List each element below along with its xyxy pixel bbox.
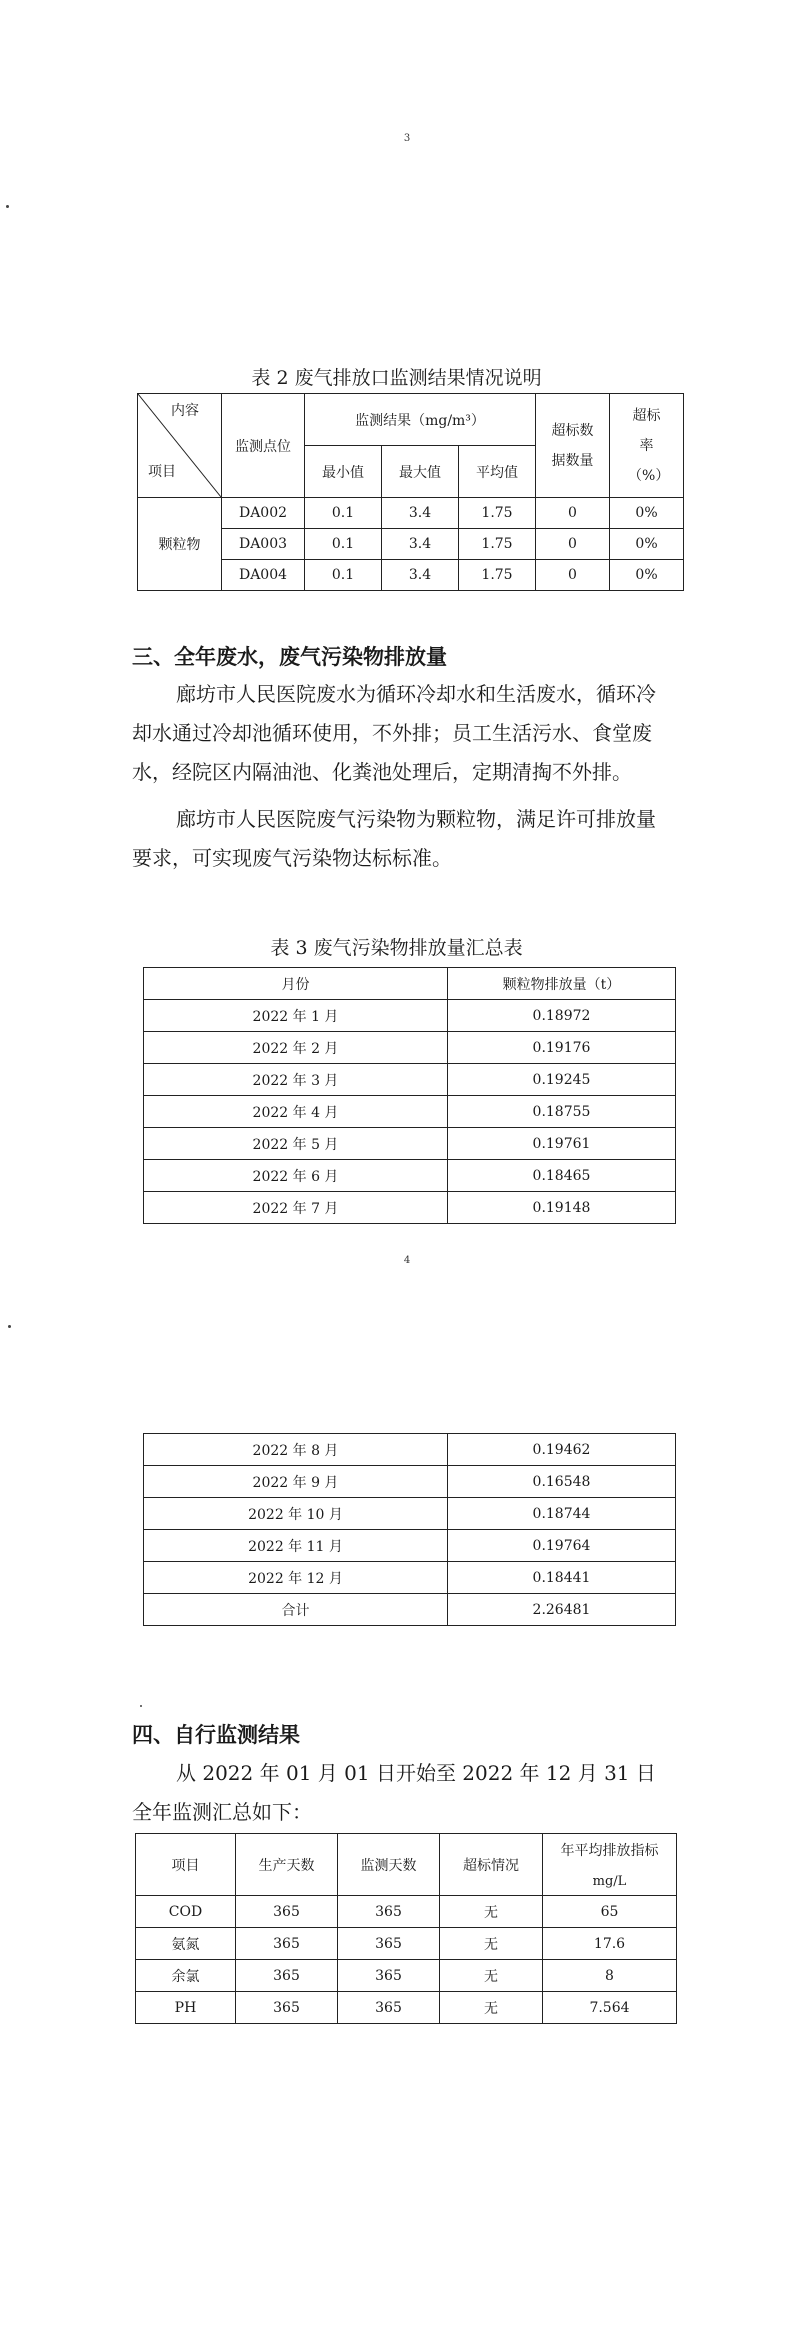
cell: 3.4 [382, 529, 459, 560]
table-row [136, 1896, 677, 1928]
section4-heading: 四、自行监测结果 [132, 1722, 300, 1747]
table-row [144, 1128, 676, 1160]
table4-header-exceed: 超标情况 [440, 1834, 543, 1896]
cell: 2022 年 9 月 [144, 1466, 448, 1498]
cell: 365 [338, 1960, 440, 1992]
cell: 2022 年 1 月 [144, 1000, 448, 1032]
cell: 0 [536, 560, 610, 591]
table3-header-month: 月份 [144, 968, 448, 1000]
table3-part1 [143, 967, 676, 1224]
cell: 8 [543, 1960, 677, 1992]
table-row [144, 1064, 676, 1096]
table2-header-content: 内容 [171, 403, 199, 419]
cell: 1.75 [459, 498, 536, 529]
cell: 余氯 [136, 1960, 236, 1992]
cell: 0.19245 [448, 1064, 676, 1096]
cell: 17.6 [543, 1928, 677, 1960]
cell: 2022 年 5 月 [144, 1128, 448, 1160]
cell: 365 [236, 1896, 338, 1928]
cell: 0.19148 [448, 1192, 676, 1224]
cell: 365 [338, 1928, 440, 1960]
table-row [136, 1928, 677, 1960]
table2-header-item: 项目 [148, 464, 176, 480]
cell: PH [136, 1992, 236, 2024]
cell: 0% [610, 498, 684, 529]
table4 [135, 1833, 677, 2024]
table-row [144, 1562, 676, 1594]
table4-header-mon-days: 监测天数 [338, 1834, 440, 1896]
cell: 2022 年 2 月 [144, 1032, 448, 1064]
cell: 0.1 [305, 560, 382, 591]
table-row [136, 1992, 677, 2024]
cell: 0 [536, 529, 610, 560]
cell: 365 [236, 1992, 338, 2024]
table3-part2 [143, 1433, 676, 1626]
table-total-row [144, 1594, 676, 1626]
page-number: 3 [403, 133, 411, 144]
cell: 3.4 [382, 560, 459, 591]
cell: 氨氮 [136, 1928, 236, 1960]
table2-header-min: 最小值 [305, 446, 382, 498]
cell: 0.19176 [448, 1032, 676, 1064]
cell: 2022 年 11 月 [144, 1530, 448, 1562]
cell: 0.19761 [448, 1128, 676, 1160]
table-row [144, 1434, 676, 1466]
table-row [138, 498, 684, 529]
cell: 365 [236, 1928, 338, 1960]
table2-caption: 表 2 废气排放口监测结果情况说明 [251, 367, 542, 389]
cell: 0% [610, 560, 684, 591]
section3-paragraph-1: 廊坊市人民医院废水为循环冷却水和生活废水，循环冷却水通过冷却池循环使用，不外排；员工生活污水、食堂废水，经院区内隔油池、化粪池处理后，定期清掏不外排。 [132, 682, 656, 784]
cell: DA003 [222, 529, 305, 560]
cell: 365 [338, 1896, 440, 1928]
cell: 365 [236, 1960, 338, 1992]
table2 [137, 393, 684, 591]
cell: 0 [536, 498, 610, 529]
table-row [144, 1160, 676, 1192]
scan-speck [6, 205, 9, 208]
cell: DA004 [222, 560, 305, 591]
cell: DA002 [222, 498, 305, 529]
table4-header-unit: mg/L [592, 1874, 627, 1889]
cell: 65 [543, 1896, 677, 1928]
table4-header-avg-index [543, 1834, 677, 1896]
table2-header-exceed-count: 超标数据数量 [536, 394, 610, 498]
scan-speck [8, 1325, 11, 1328]
page-number: 4 [403, 1255, 411, 1266]
cell: 2022 年 7 月 [144, 1192, 448, 1224]
cell: 无 [440, 1896, 543, 1928]
table2-item: 颗粒物 [138, 498, 222, 591]
cell: 无 [440, 1960, 543, 1992]
table2-header-exceed-rate: 超标率（%） [610, 394, 684, 498]
cell: 0.18465 [448, 1160, 676, 1192]
cell: 0.1 [305, 498, 382, 529]
cell: 2022 年 10 月 [144, 1498, 448, 1530]
cell: 3.4 [382, 498, 459, 529]
scan-speck [140, 1705, 142, 1707]
table-row [136, 1960, 677, 1992]
cell: 2022 年 6 月 [144, 1160, 448, 1192]
table-row [144, 1530, 676, 1562]
cell: 0.18755 [448, 1096, 676, 1128]
cell: 0.19462 [448, 1434, 676, 1466]
table3-caption: 表 3 废气污染物排放量汇总表 [270, 937, 523, 959]
cell: 0.18972 [448, 1000, 676, 1032]
cell: 7.564 [543, 1992, 677, 2024]
cell: 0.1 [305, 529, 382, 560]
table-row [144, 1096, 676, 1128]
cell: 无 [440, 1928, 543, 1960]
table2-header-point: 监测点位 [222, 394, 305, 498]
table2-header-avg: 平均值 [459, 446, 536, 498]
table2-header-result: 监测结果（mg/m³） [305, 394, 536, 446]
table-row [144, 1466, 676, 1498]
table2-diagonal-header [138, 394, 222, 498]
section3-heading: 三、全年废水，废气污染物排放量 [132, 644, 447, 669]
table-row [144, 1192, 676, 1224]
section3-paragraph-2: 廊坊市人民医院废气污染物为颗粒物，满足许可排放量要求，可实现废气污染物达标标准。 [132, 807, 656, 870]
cell: 0% [610, 529, 684, 560]
cell: 2022 年 4 月 [144, 1096, 448, 1128]
cell: 0.19764 [448, 1530, 676, 1562]
section4-paragraph: 从 2022 年 01 月 01 日开始至 2022 年 12 月 31 日全年监测汇总如下： [132, 1761, 656, 1824]
table4-header-avg-label: 年平均排放指标 [560, 1843, 659, 1859]
cell: 2022 年 8 月 [144, 1434, 448, 1466]
cell: 1.75 [459, 560, 536, 591]
cell: 2.26481 [448, 1594, 676, 1626]
cell: 无 [440, 1992, 543, 2024]
cell: 2022 年 12 月 [144, 1562, 448, 1594]
table-row [144, 1498, 676, 1530]
table4-header-prod-days: 生产天数 [236, 1834, 338, 1896]
cell: 2022 年 3 月 [144, 1064, 448, 1096]
table4-header-item: 项目 [136, 1834, 236, 1896]
cell: 0.18441 [448, 1562, 676, 1594]
table-row [144, 1032, 676, 1064]
cell: COD [136, 1896, 236, 1928]
cell: 365 [338, 1992, 440, 2024]
table2-header-max: 最大值 [382, 446, 459, 498]
cell: 1.75 [459, 529, 536, 560]
cell: 0.18744 [448, 1498, 676, 1530]
table3-header-amount: 颗粒物排放量（t） [448, 968, 676, 1000]
cell: 0.16548 [448, 1466, 676, 1498]
cell: 合计 [144, 1594, 448, 1626]
table-row [144, 1000, 676, 1032]
